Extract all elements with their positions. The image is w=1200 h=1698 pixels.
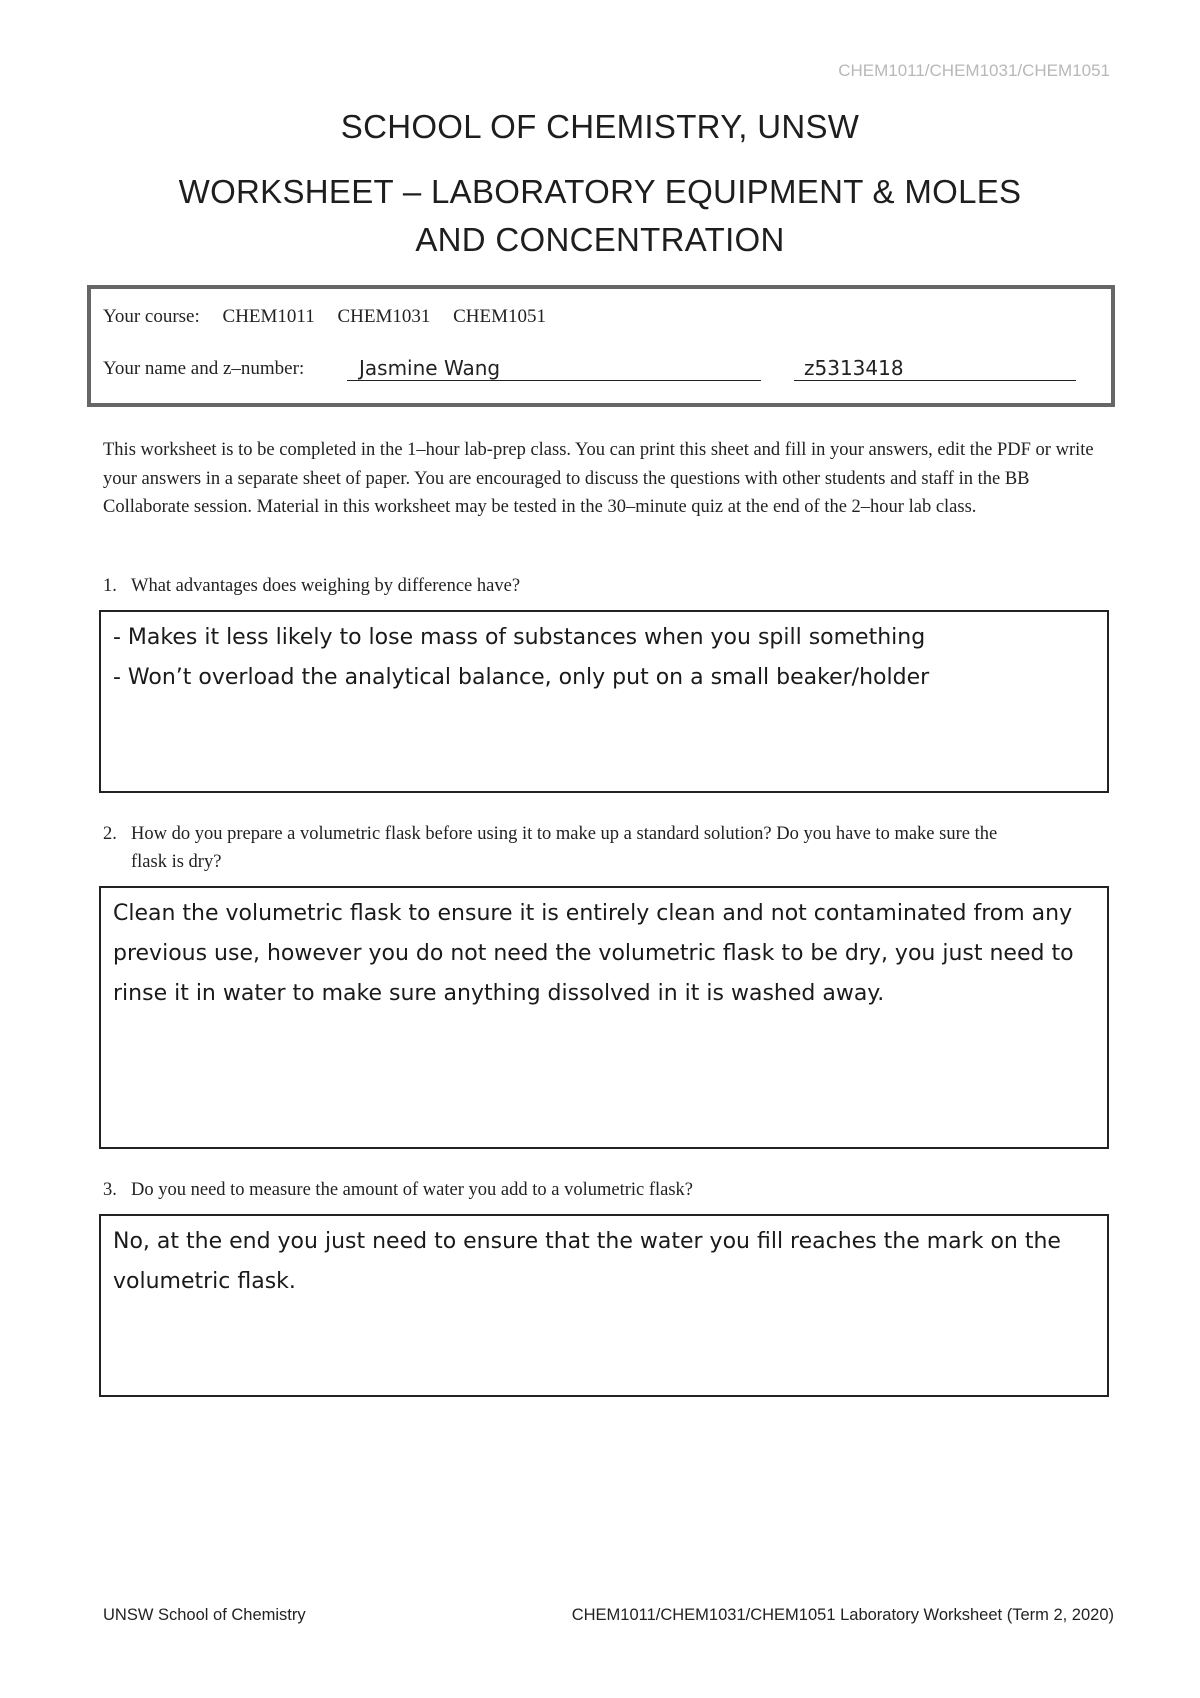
course-row — [103, 306, 564, 328]
student-info-box — [87, 285, 1115, 407]
question-2-text-line1: How do you prepare a volumetric flask before using it to make up a standard solution? Do you have to make sure the — [131, 824, 998, 844]
answer-1-line: - Makes it less likely to lose mass of substances when you spill something — [113, 625, 926, 650]
answer-3-line: volumetric flask. — [113, 1269, 296, 1294]
answer-3-line: No, at the end you just need to ensure that the water you fill reaches the mark on the — [113, 1229, 1061, 1254]
name-field[interactable]: Jasmine Wang — [347, 353, 761, 381]
header-course-codes: CHEM1011/CHEM1031/CHEM1051 — [838, 61, 1110, 76]
answer-3-text — [101, 1216, 1107, 1302]
course-option-chem1011[interactable]: CHEM1011 — [222, 306, 315, 327]
answer-box-3[interactable] — [99, 1214, 1109, 1397]
question-2-text-line2: flask is dry? — [131, 852, 222, 872]
znumber-field[interactable]: z5313418 — [794, 353, 1076, 381]
answer-2-line: previous use, however you do not need the volumetric flask to be dry, you just need to — [113, 941, 1074, 966]
footer-school: UNSW School of Chemistry — [103, 1606, 306, 1624]
answer-1-text — [101, 612, 1107, 698]
page-title: SCHOOL OF CHEMISTRY, UNSW — [340, 108, 860, 145]
question-3 — [103, 1176, 1113, 1204]
question-1 — [103, 572, 1113, 600]
question-1-text: What advantages does weighing by difference have? — [131, 576, 521, 596]
answer-box-1[interactable] — [99, 610, 1109, 793]
answer-2-line: rinse it in water to make sure anything dissolved in it is washed away. — [113, 981, 885, 1006]
name-label: Your name and z–number: — [103, 358, 305, 379]
footer-course-info: CHEM1011/CHEM1031/CHEM1051 Laboratory Worksheet (Term 2, 2020) — [571, 1606, 1114, 1624]
worksheet-title-line1: WORKSHEET – LABORATORY EQUIPMENT & MOLES — [178, 173, 1022, 210]
question-3-text: Do you need to measure the amount of water you add to a volumetric flask? — [131, 1180, 694, 1200]
answer-1-line: - Won’t overload the analytical balance, only put on a small beaker/holder — [113, 665, 930, 690]
answer-2-line: Clean the volumetric flask to ensure it is entirely clean and not contaminated from any — [113, 901, 1073, 926]
course-option-chem1031[interactable]: CHEM1031 — [337, 306, 431, 327]
worksheet-title-line2: AND CONCENTRATION — [415, 221, 785, 258]
course-option-chem1051[interactable]: CHEM1051 — [453, 306, 547, 327]
answer-box-2[interactable] — [99, 886, 1109, 1149]
question-1-number: 1. — [103, 576, 117, 596]
answer-2-text — [101, 888, 1107, 1014]
question-2 — [103, 820, 1113, 876]
question-3-number: 3. — [103, 1180, 117, 1200]
instructions-paragraph: This worksheet is to be completed in the 1–hour lab-prep class. You can print this sheet and fill in your answers, edit the PDF or write your answers in a separate sheet of paper. You are encouraged to discuss the questions with other students and staff in the BB Collaborate session. Material in this worksheet may be tested in the 30–minute quiz at the end of the 2–hour lab class. — [103, 440, 1094, 517]
course-label: Your course: — [103, 306, 200, 327]
question-2-number: 2. — [103, 824, 117, 844]
worksheet-title — [100, 168, 1100, 264]
